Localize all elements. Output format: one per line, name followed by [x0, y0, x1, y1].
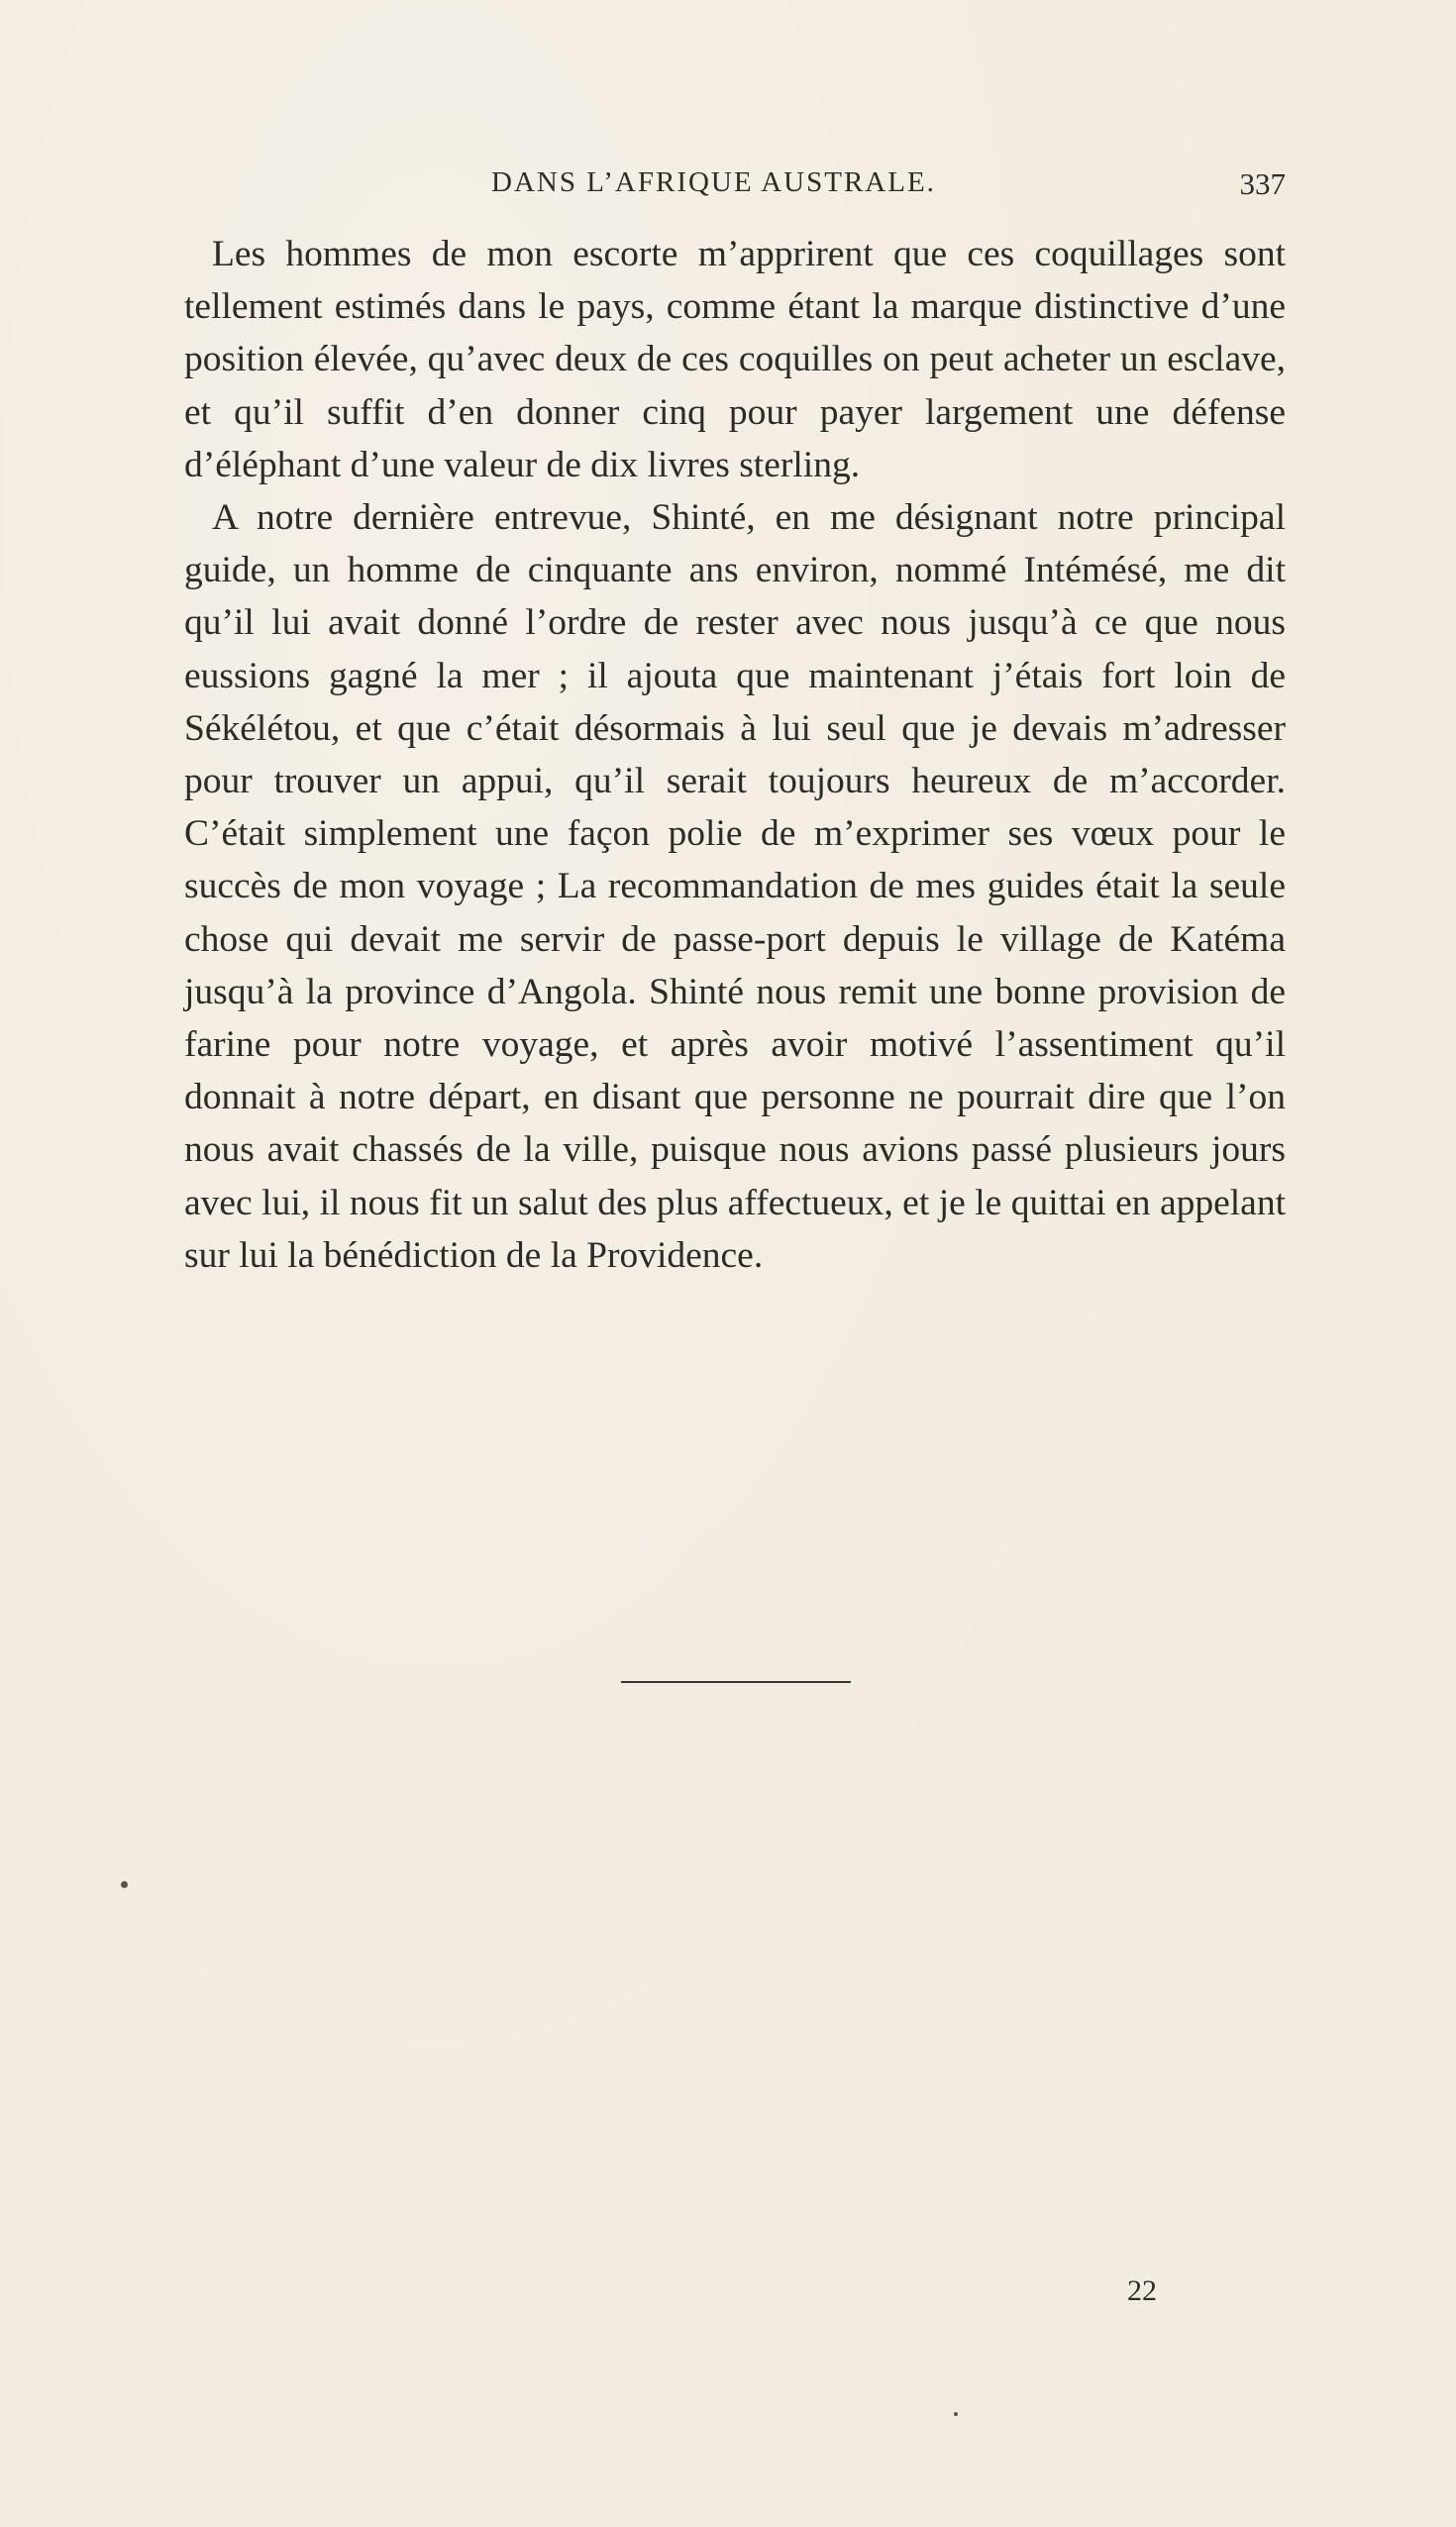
paragraph: A notre dernière entrevue, Shinté, en me désignant notre principal guide, un homme de cinquante ans environ, nommé Intémésé, me dit qu’il lui avait donné l’ordre de rester avec nous jusqu’à ce que nous eussions gagné la mer ; il ajouta que maintenant j’étais fort loin de Sékélétou, et que c’était désormais à lui seul que je devais m’adresser pour trouver un appui, qu’il serait toujours heureux de m’accorder. C’était simplement une façon polie de m’exprimer ses vœux pour le succès de mon voyage ; La recommandation de mes guides était la seule chose qui devait me servir de passe-port depuis le village de Katéma jusqu’à la province d’Angola. Shinté nous remit une bonne provision de farine pour notre voyage, et après avoir motivé l’assentiment qu’il donnait à notre départ, en disant que personne ne pourrait dire que l’on nous avait chassés de la ville, puisque nous avions passé plusieurs jours avec lui, il nous fit un salut des plus affectueux, et je le quittai en appelant sur lui la bénédiction de la Providence.	[184, 497, 1286, 1276]
print-speck	[121, 1881, 128, 1888]
running-title: DANS L’AFRIQUE AUSTRALE.	[491, 166, 936, 198]
print-speck	[954, 2412, 958, 2416]
printer-signature-mark: 22	[1127, 2274, 1157, 2307]
paragraph: Les hommes de mon escorte m’apprirent que ces coquillages sont tellement estimés dans le pays, comme étant la marque distinctive d’une position élevée, qu’avec deux de ces coquilles on peut acheter un esclave, et qu’il suffit d’en donner cinq pour payer largement une défense d’éléphant d’une valeur de dix livres sterling.	[184, 234, 1286, 485]
page-number: 337	[1239, 166, 1286, 201]
running-head	[184, 166, 1286, 210]
section-end-rule	[621, 1681, 851, 1683]
body-text	[184, 228, 1286, 1282]
